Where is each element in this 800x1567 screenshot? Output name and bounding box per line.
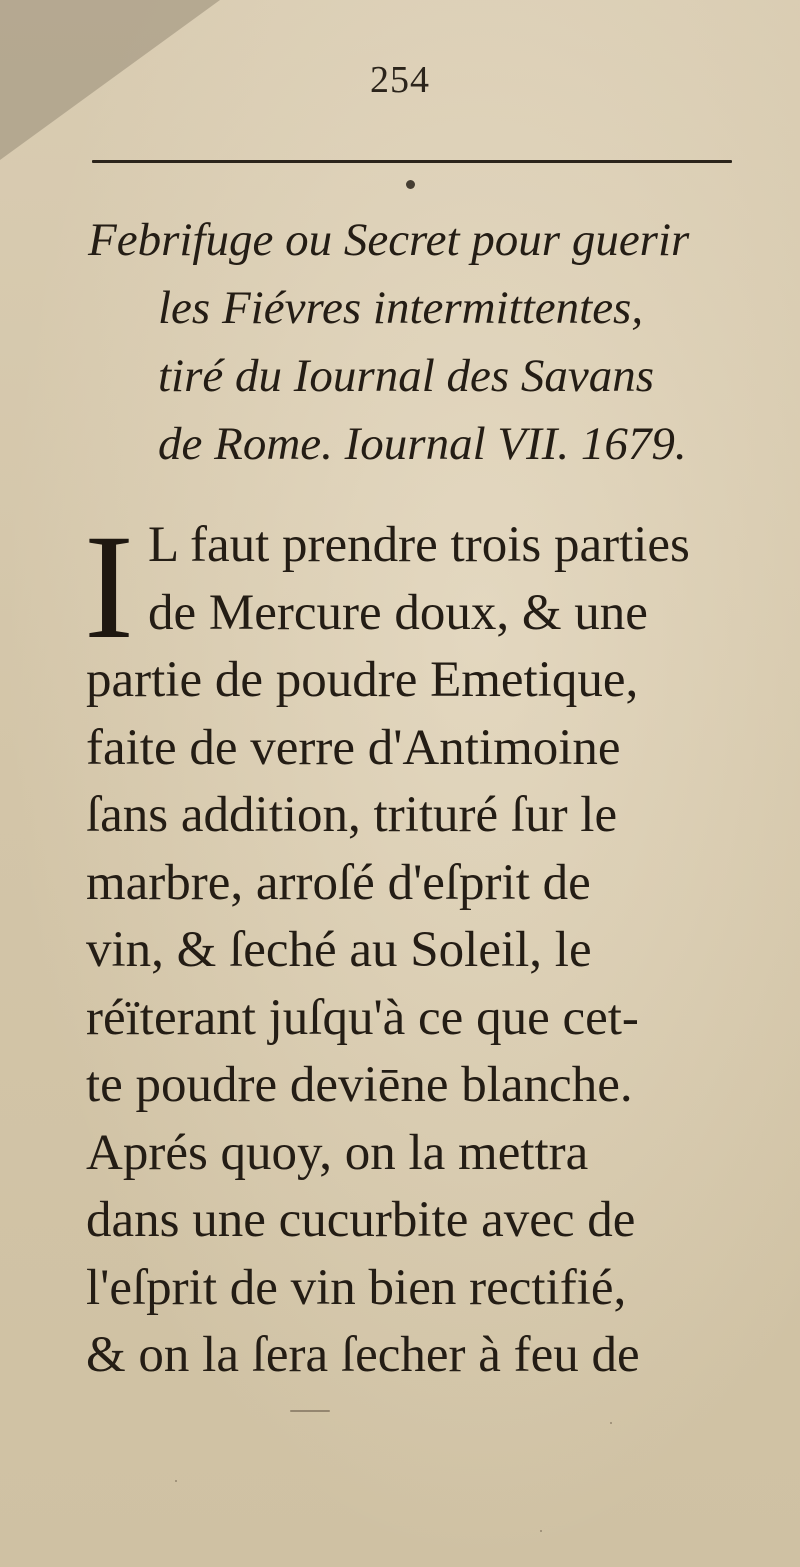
title-line: les Fiévres intermittentes, (158, 282, 644, 334)
text-line: vin, & ſeché au Soleil, le (86, 922, 592, 978)
paper-fleck (540, 1530, 542, 1532)
text-line: marbre, arroſé d'eſprit de (86, 854, 591, 911)
paper-fleck (610, 1422, 612, 1424)
section-title (88, 206, 738, 478)
text-line: de Mercure doux, & une (148, 584, 648, 641)
text-line: faite de verre d'Antimoine (86, 719, 621, 776)
title-line: de Rome. Iournal VII. 1679. (158, 418, 687, 470)
paper-fleck (290, 1410, 330, 1412)
ornament-dot (406, 180, 415, 189)
header-rule (92, 160, 732, 163)
paper-fleck (175, 1480, 177, 1482)
text-line: te poudre deviēne blanche. (86, 1057, 633, 1113)
text-line: & on la ſera ſecher à feu de (86, 1327, 640, 1383)
drop-cap: I (84, 504, 134, 670)
text-line: Aprés quoy, on la mettra (86, 1124, 589, 1181)
text-line: L faut prendre trois parties (148, 517, 690, 573)
text-line: partie de poudre Emetique, (86, 652, 639, 708)
title-line: tiré du Iournal des Savans (158, 350, 655, 402)
page-number: 254 (370, 59, 430, 101)
text-line: l'eſprit de vin bien rectifié, (86, 1259, 627, 1316)
text-line: réïterant juſqu'à ce que cet- (86, 989, 639, 1046)
text-line: ſans addition, trituré ſur le (86, 787, 618, 843)
title-line: Febrifuge ou Secret pour guerir (88, 214, 690, 266)
text-line: dans une cucurbite avec de (86, 1192, 636, 1248)
body-paragraph (84, 504, 736, 1390)
